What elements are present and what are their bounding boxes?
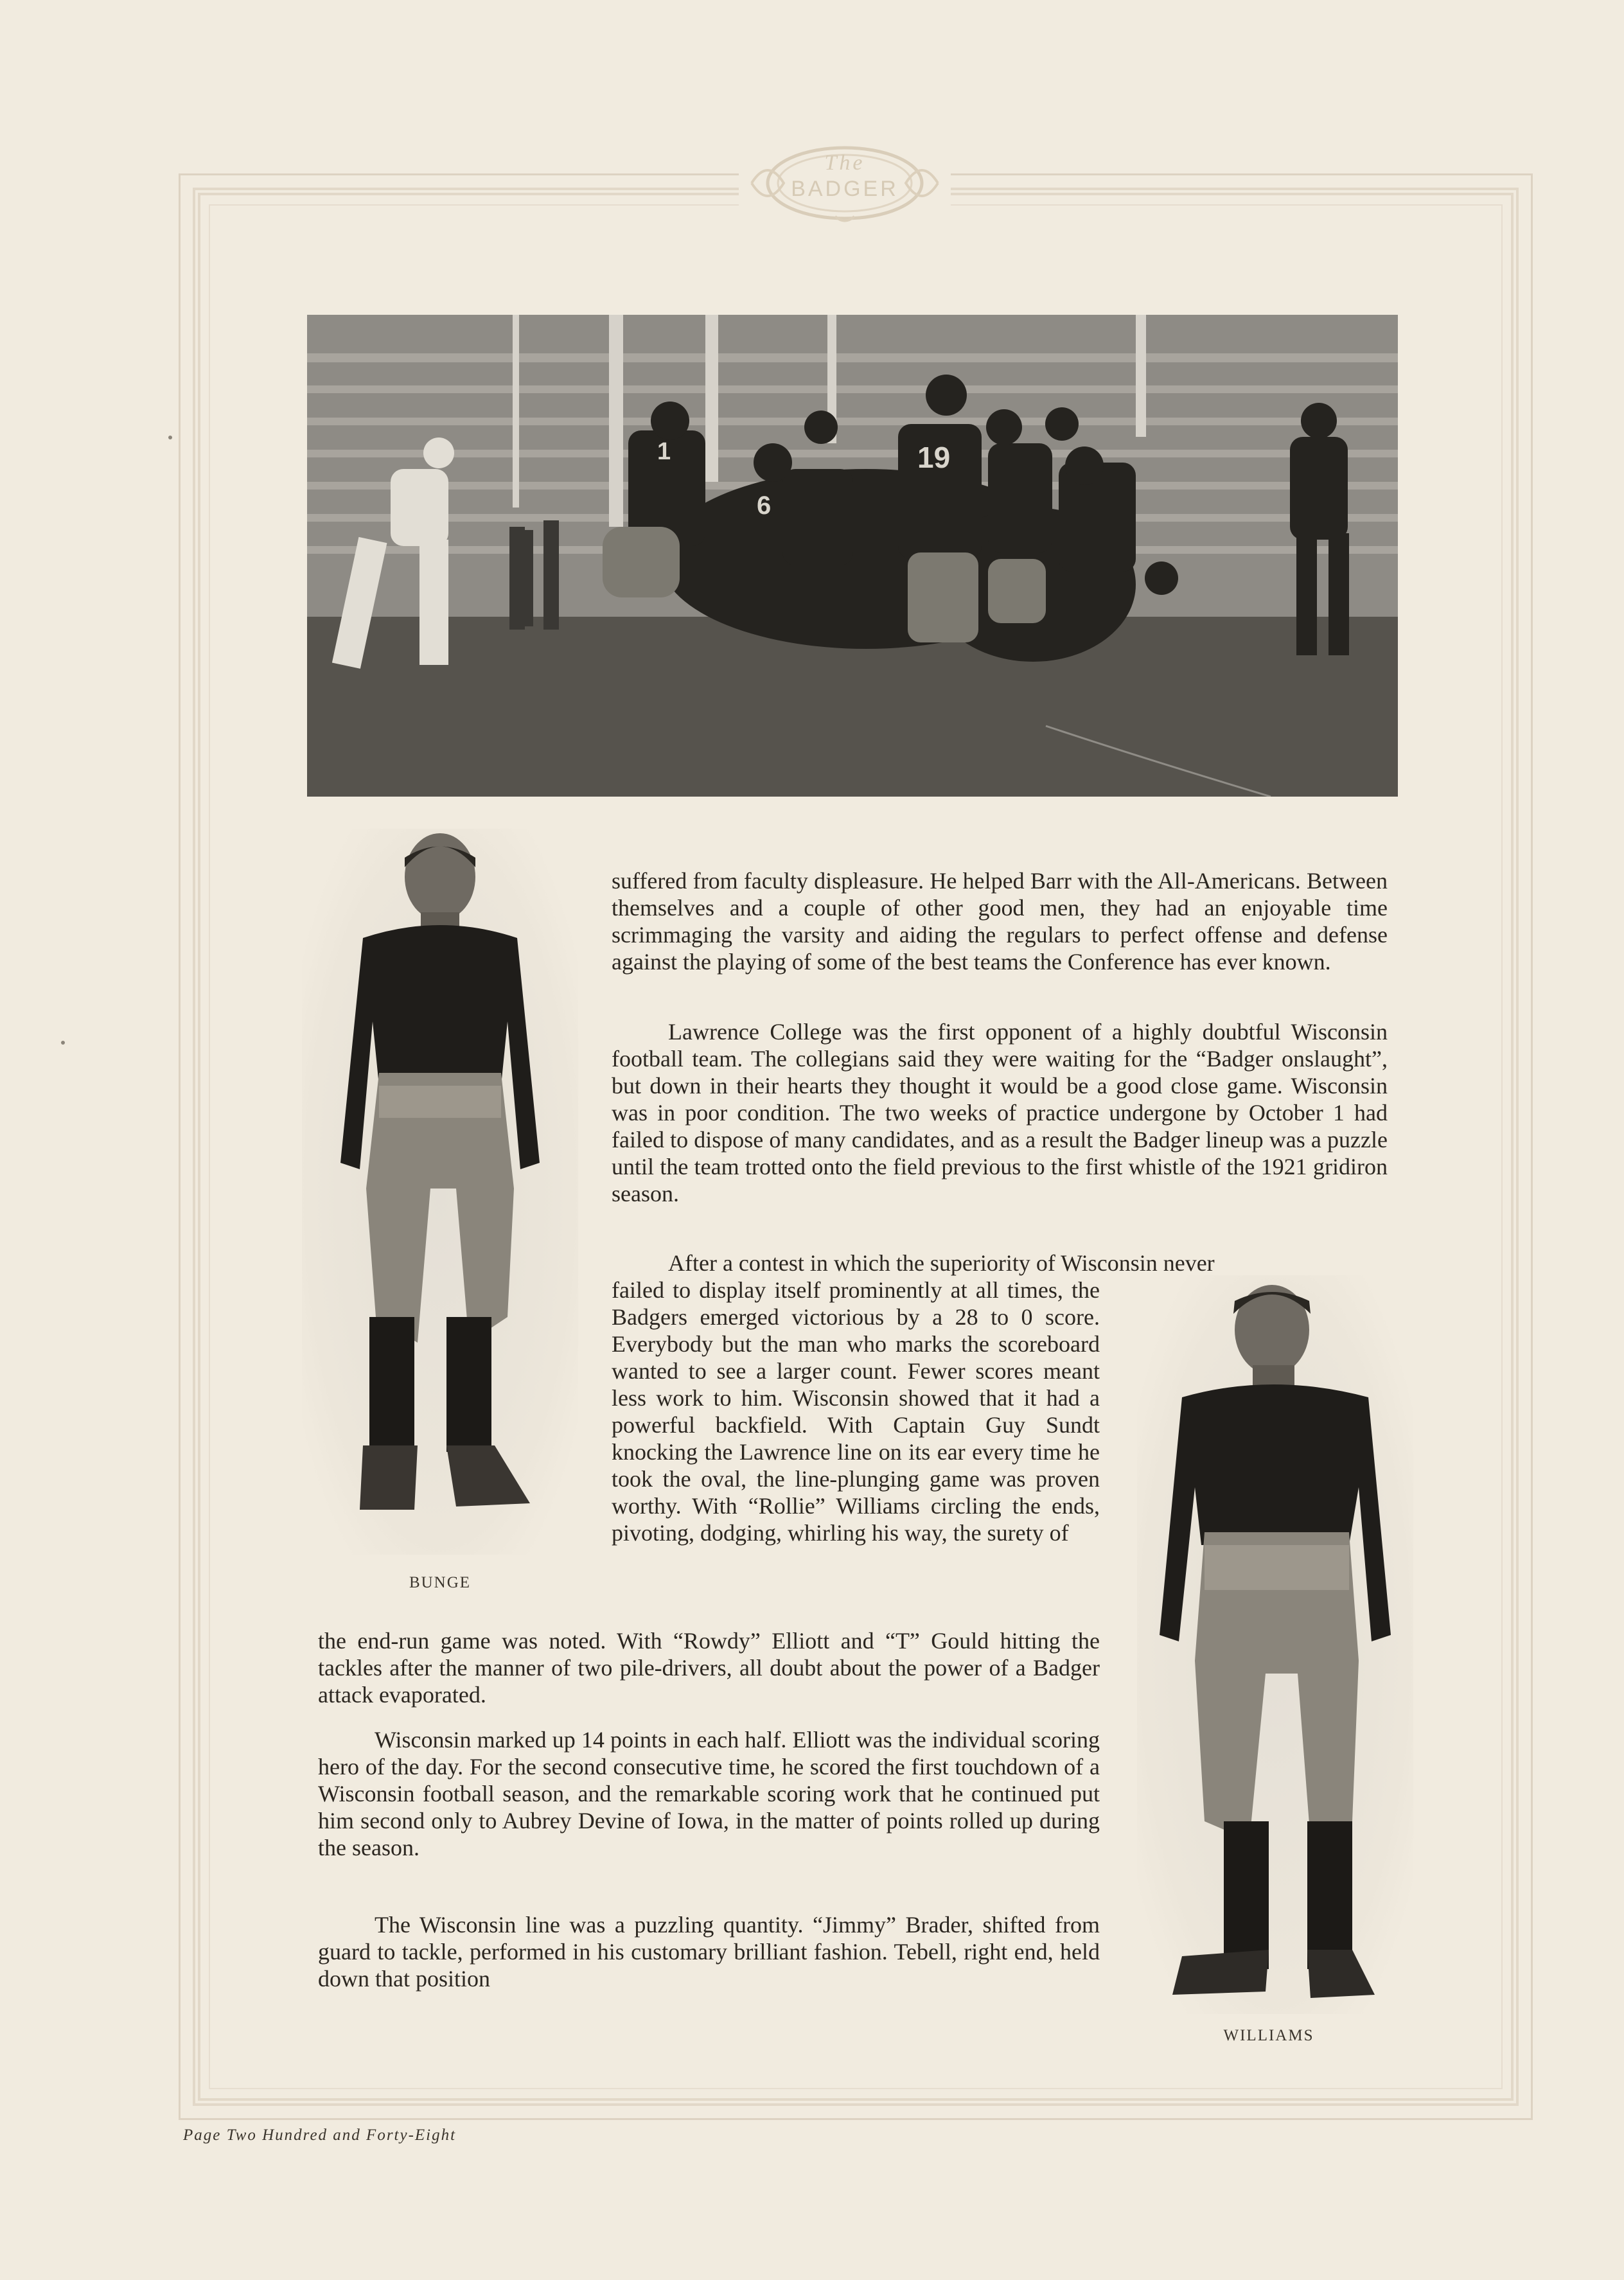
badger-crest-ornament [739, 138, 951, 228]
body-paragraph: Lawrence College was the first opponent of a highly doubtful Wisconsin football team. The collegians said they were waiting for the “Badger onslaught”, but down in their hearts they thought it would be a good close game. Wisconsin was in poor condition. The two weeks of practice undergone by October 1 had failed to dispose of many candidates, and as a result the Badger lineup was a puzzle until the team trotted onto the field previous to the first whistle of the 1921 gridiron season. [612, 1019, 1388, 1206]
paper-speck [61, 1041, 65, 1045]
body-paragraph-first-line: After a contest in which the superiority of Wisconsin never [668, 1250, 1215, 1276]
bunge-portrait-photo [302, 829, 578, 1555]
body-paragraph: The Wisconsin line was a puzzling quantity. “Jimmy” Brader, shifted from guard to tackle, performed in his customary brilliant fashion. Tebell, right end, held down that position [318, 1912, 1100, 1992]
crest-the-text: The [824, 151, 865, 175]
paper-speck [168, 436, 172, 439]
williams-caption: WILLIAMS [1223, 2027, 1314, 2044]
body-paragraph-continued: the end-run game was noted. With “Rowdy” Elliott and “T” Gould hitting the tackles after the manner of two pile-drivers, all doubt about the power of a Badger attack evaporated. [318, 1628, 1100, 1708]
bunge-caption: BUNGE [409, 1574, 472, 1591]
jersey-number: 19 [917, 441, 951, 474]
body-paragraph: Wisconsin marked up 14 points in each half. Elliott was the individual scoring hero of the day. For the second consecutive time, he scored the first touchdown of a Wisconsin football season, and the remarkable scoring work that he continued put him second only to Aubrey Devine of Iowa, in the matter of points rolled up during the season. [318, 1727, 1100, 1860]
jersey-number: 1 [657, 438, 671, 465]
jersey-number: 6 [757, 491, 772, 520]
body-paragraph-wrapped-text: failed to display itself prominently at all times, the Badgers emerged victorious by a 28 to 0 score. Everybody but the man who marks the scoreboard wanted to see a larger count. Fewer scores meant less work to him. Wisconsin showed that it had a powerful backfield. With Captain Guy Sundt knocking the Lawrence line on its ear every time he took the oval, the line-plunging game was proven worthy. With “Rollie” Williams circling the ends, pivoting, dodging, whirling his way, the surety of [612, 1277, 1100, 1546]
page-number: Page Two Hundred and Forty-Eight [183, 2126, 457, 2144]
body-paragraph: suffered from faculty displeasure. He helped Barr with the All-Americans. Between themselves and a couple of other good men, they had an enjoyable time scrimmaging the varsity and aiding the regulars to perfect offense and defense against the playing of some of the best teams the Conference has ever known. [612, 868, 1388, 975]
williams-portrait-photo [1137, 1275, 1413, 2014]
football-game-photo [307, 315, 1398, 797]
crest-badger-text: BADGER [791, 177, 899, 201]
